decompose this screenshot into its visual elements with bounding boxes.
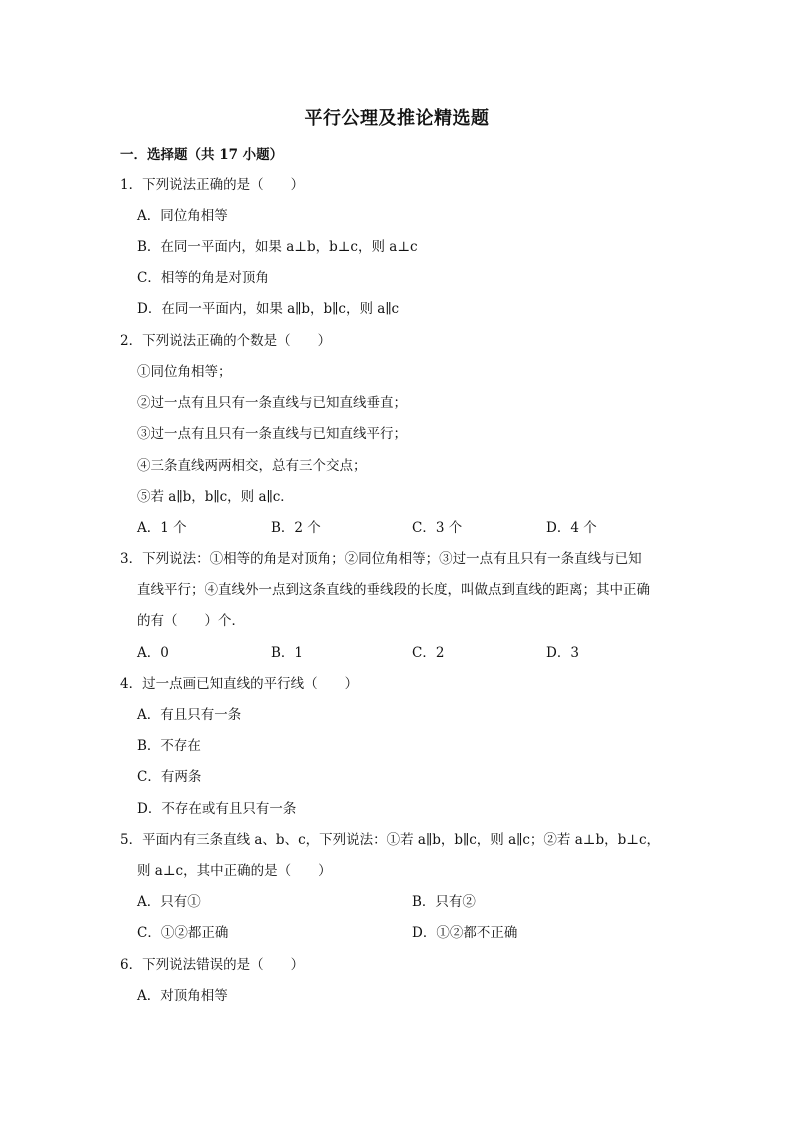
question-2-statement-3: ③过一点有且只有一条直线与已知直线平行； [137, 426, 407, 442]
question-2-option-d: D．4 个 [546, 520, 597, 536]
question-3-stem-line-2: 直线平行；④直线外一点到这条直线的垂线段的长度，叫做点到直线的距离；其中正确 [137, 582, 650, 598]
question-3-stem-line-3: 的有（ ）个． [137, 613, 245, 629]
question-2-statement-4: ④三条直线两两相交，总有三个交点； [137, 458, 367, 474]
question-4-option-b: B．不存在 [137, 738, 201, 754]
question-2-stem: 2．下列说法正确的个数是（ ） [120, 333, 332, 349]
question-3-option-a: A．0 [137, 645, 169, 661]
question-2-statement-2: ②过一点有且只有一条直线与已知直线垂直； [137, 395, 407, 411]
question-5-stem-line-1: 5．平面内有三条直线 a、b、c，下列说法：①若 a∥b，b∥c，则 a∥c；②若 a⊥b，b⊥c， [120, 832, 660, 848]
question-3-stem-line-1: 3．下列说法：①相等的角是对顶角；②同位角相等；③过一点有且只有一条直线与已知 [120, 551, 642, 567]
question-2-option-a: A．1 个 [137, 520, 187, 536]
question-3-option-c: C．2 [412, 645, 445, 661]
question-1-stem: 1．下列说法正确的是（ ） [120, 177, 305, 193]
question-1-option-a: A．同位角相等 [137, 208, 228, 224]
question-2-option-c: C．3 个 [412, 520, 463, 536]
question-1-option-d: D．在同一平面内，如果 a∥b，b∥c，则 a∥c [137, 301, 400, 317]
question-3-option-b: B．1 [271, 645, 304, 661]
question-6-stem: 6．下列说法错误的是（ ） [120, 957, 305, 973]
question-4-option-c: C．有两条 [137, 769, 202, 785]
section-heading: 一．选择题（共 17 小题） [120, 147, 284, 163]
question-5-option-d: D．①②都不正确 [412, 925, 518, 941]
question-5-option-a: A．只有① [137, 894, 201, 910]
question-5-option-b: B．只有② [412, 894, 476, 910]
question-1-option-b: B．在同一平面内，如果 a⊥b，b⊥c，则 a⊥c [137, 239, 418, 255]
question-2-statement-5: ⑤若 a∥b，b∥c，则 a∥c． [137, 489, 294, 505]
page-title: 平行公理及推论精选题 [304, 108, 490, 129]
question-5-option-c: C．①②都正确 [137, 925, 229, 941]
question-4-stem: 4．过一点画已知直线的平行线（ ） [120, 676, 359, 692]
question-6-option-a: A．对顶角相等 [137, 988, 228, 1004]
question-2-option-b: B．2 个 [271, 520, 321, 536]
question-2-statement-1: ①同位角相等； [137, 364, 232, 380]
question-3-option-d: D．3 [546, 645, 579, 661]
question-4-option-a: A．有且只有一条 [137, 707, 242, 723]
question-4-option-d: D．不存在或有且只有一条 [137, 801, 297, 817]
question-1-option-c: C．相等的角是对顶角 [137, 270, 269, 286]
question-5-stem-line-2: 则 a⊥c，其中正确的是（ ） [137, 863, 332, 879]
